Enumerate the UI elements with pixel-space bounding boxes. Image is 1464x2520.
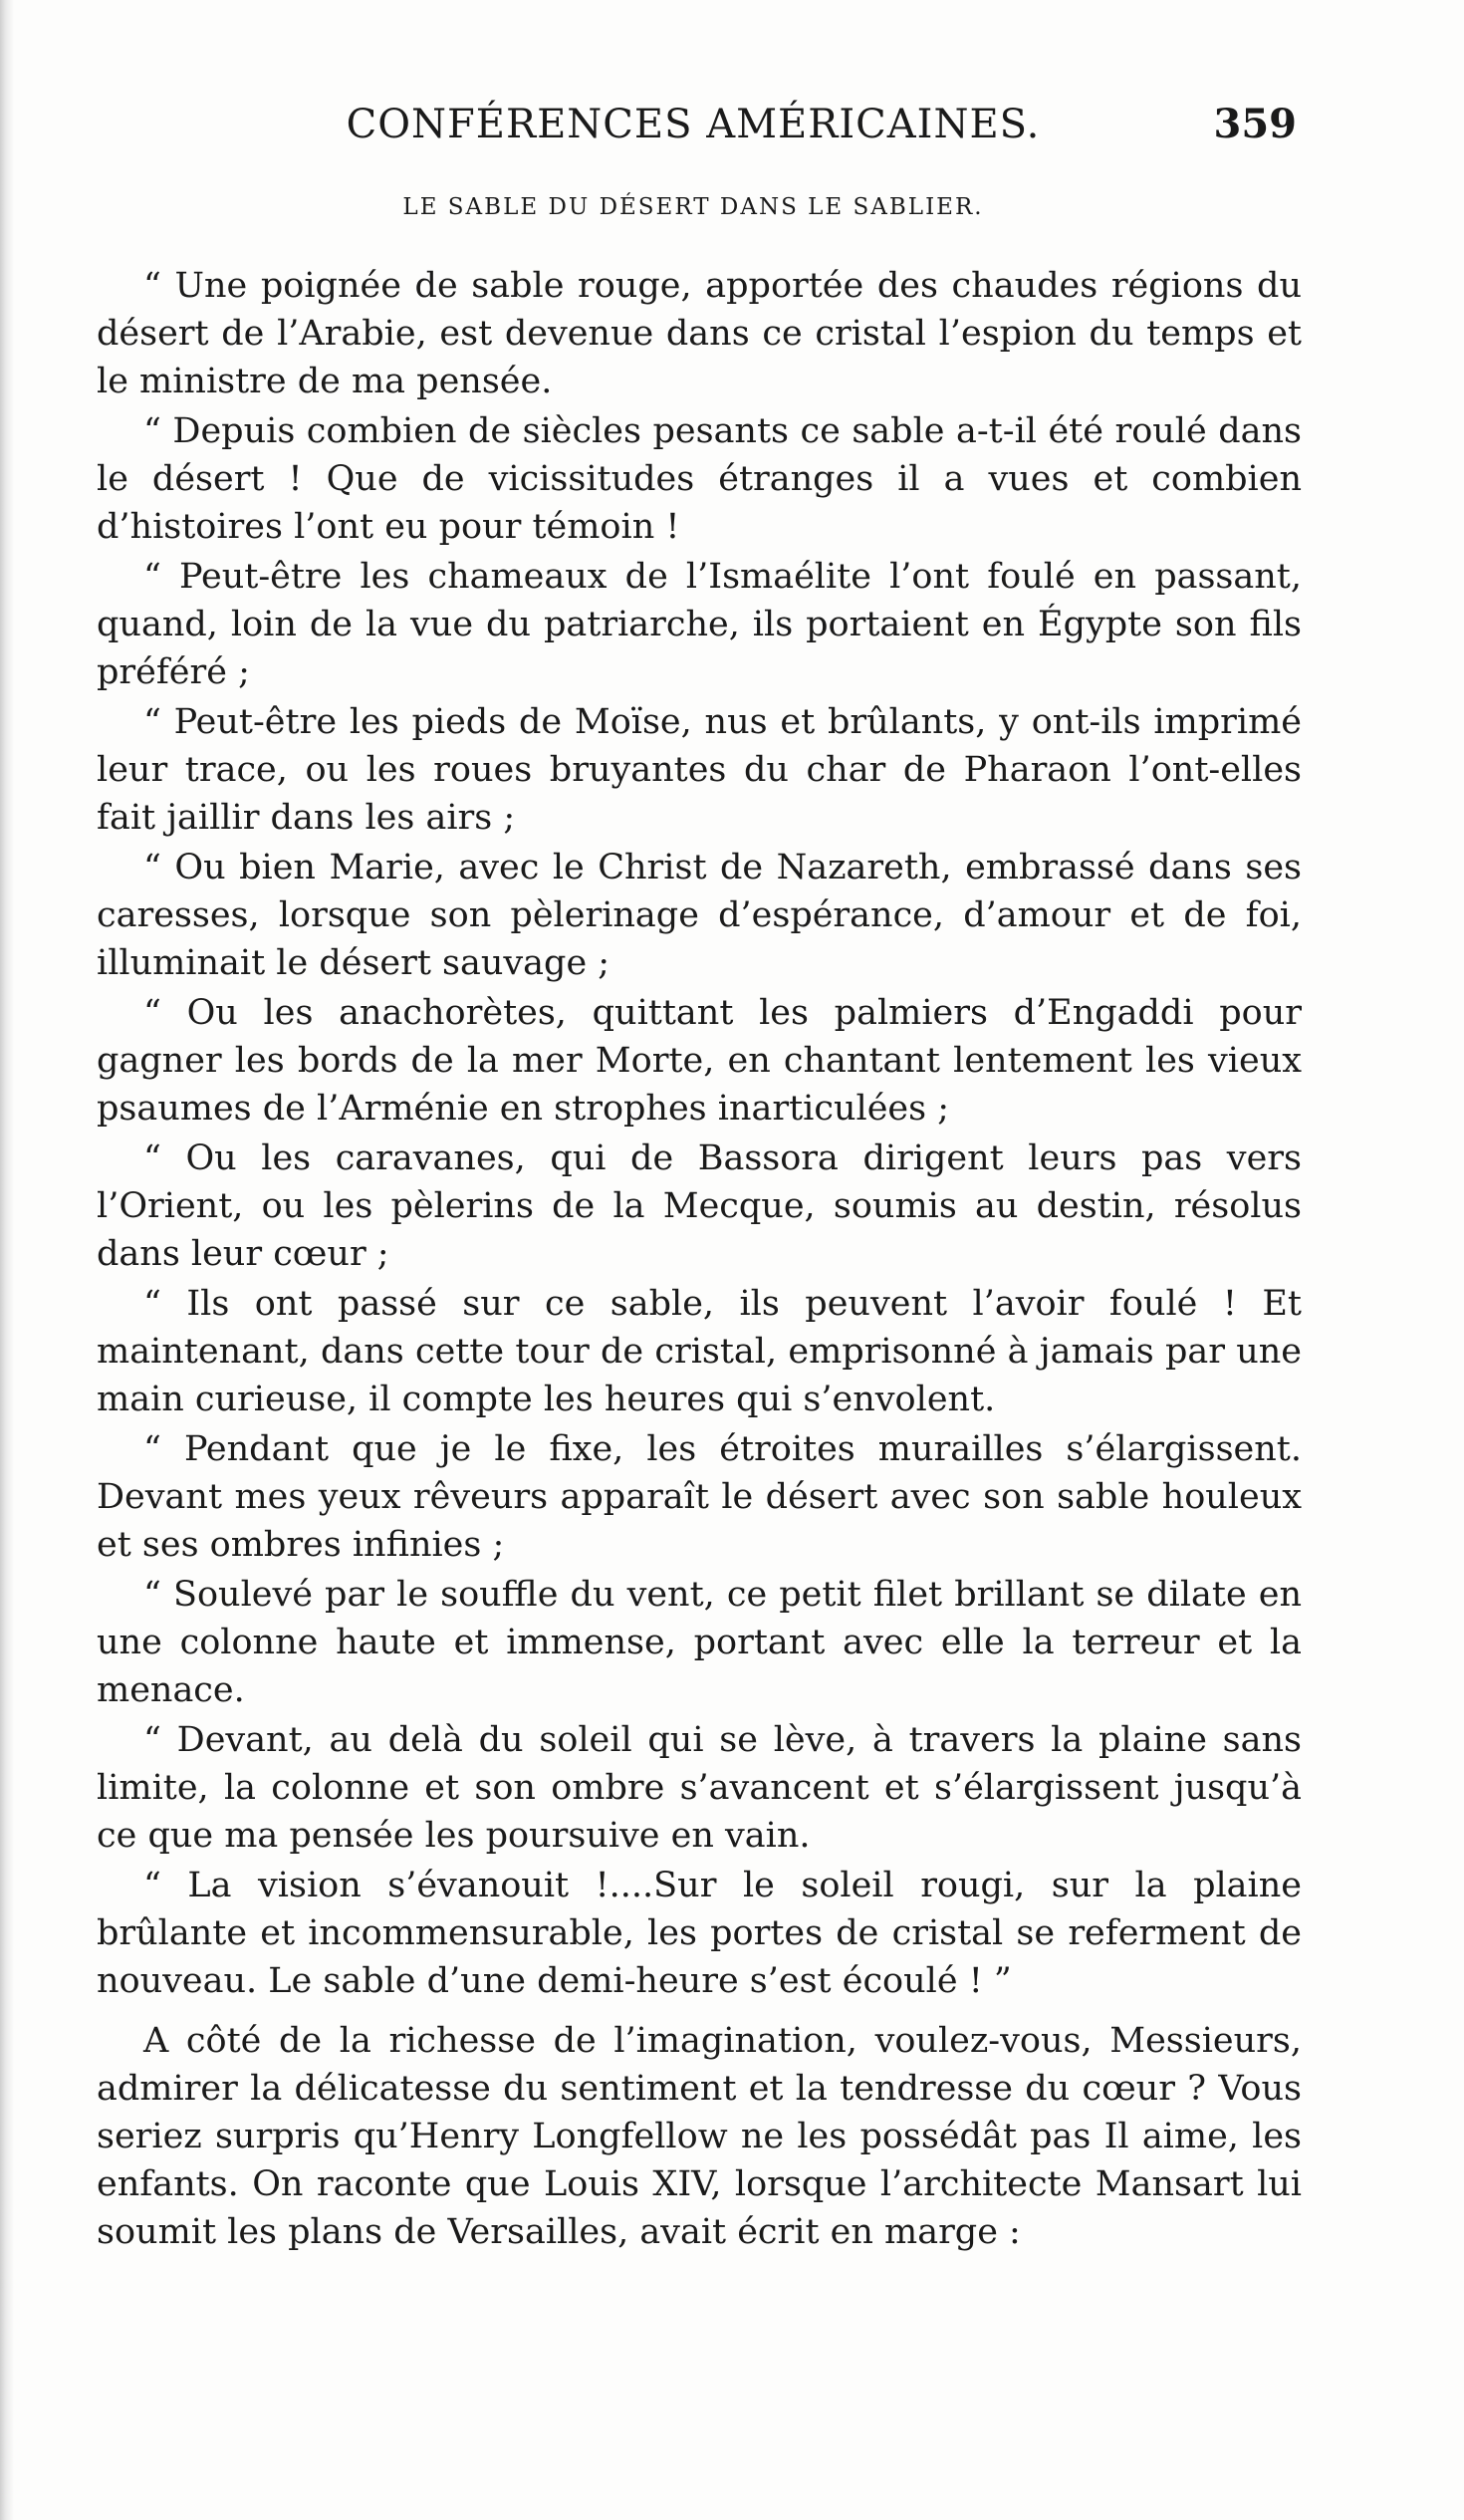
paragraph-12: “ La vision s’évanouit !....Sur le soleil rougi, sur la plaine brûlante et incommensurable, les portes de cristal se referment de nouveau. Le sable d’une demi-heure s’est écoulé ! ”: [97, 1866, 1302, 2001]
paragraph-3: “ Peut-être les chameaux de l’Ismaélite l’ont foulé en passant, quand, loin de la vue du patriarche, ils portaient en Égypte son fils préféré ;: [97, 557, 1302, 692]
paragraph-8: “ Ils ont passé sur ce sable, ils peuvent l’avoir foulé ! Et maintenant, dans cette tour de cristal, emprisonné à jamais par une main curieuse, il compte les heures qui s’envolent.: [97, 1284, 1302, 1419]
section-title: LE SABLE DU DÉSERT DANS LE SABLIER.: [402, 194, 984, 220]
paragraph-11: “ Devant, au delà du soleil qui se lève, à travers la plaine sans limite, la colonne et son ombre s’avancent et s’élargissent jusqu’à ce que ma pensée les poursuive en vain.: [97, 1720, 1302, 1856]
page-binding-edge: [0, 0, 14, 2520]
running-title: CONFÉRENCES AMÉRICAINES.: [346, 102, 1041, 147]
paragraph-10: “ Soulevé par le souffle du vent, ce petit filet brillant se dilate en une colonne haute et immense, portant avec elle la terreur et la menace.: [97, 1575, 1302, 1710]
closing-paragraph: A côté de la richesse de l’imagination, voulez-vous, Messieurs, admirer la délicatesse du sentiment et la tendresse du cœur ? Vous seriez surpris qu’Henry Longfellow ne les possédât pas Il aime, les enfants. On raconte que Louis XIV, lorsque l’architecte Mansart lui soumit les plans de Versailles, avait écrit en marge :: [97, 2021, 1302, 2252]
page-header: [90, 95, 1297, 154]
paragraph-5: “ Ou bien Marie, avec le Christ de Nazareth, embrassé dans ses caresses, lorsque son pèlerinage d’espérance, d’amour et de foi, illuminait le désert sauvage ;: [97, 848, 1302, 983]
page-number: 359: [1213, 101, 1297, 147]
paragraph-1: “ Une poignée de sable rouge, apportée des chaudes régions du désert de l’Arabie, est devenue dans ce cristal l’espion du temps et le ministre de ma pensée.: [97, 266, 1302, 401]
body-text: [97, 262, 1302, 2258]
paragraph-2: “ Depuis combien de siècles pesants ce sable a-t-il été roulé dans le désert ! Que de vicissitudes étranges il a vues et combien d’histoires l’ont eu pour témoin !: [97, 411, 1302, 547]
paragraph-7: “ Ou les caravanes, qui de Bassora dirigent leurs pas vers l’Orient, ou les pèlerins de la Mecque, soumis au destin, résolus dans leur cœur ;: [97, 1138, 1302, 1274]
paragraph-9: “ Pendant que je le fixe, les étroites murailles s’élargissent. Devant mes yeux rêveurs apparaît le désert avec son sable houleux et ses ombres infinies ;: [97, 1429, 1302, 1565]
paragraph-4: “ Peut-être les pieds de Moïse, nus et brûlants, y ont-ils imprimé leur trace, ou les roues bruyantes du char de Pharaon l’ont-elles fait jaillir dans les airs ;: [97, 702, 1302, 838]
paragraph-6: “ Ou les anachorètes, quittant les palmiers d’Engaddi pour gagner les bords de la mer Morte, en chantant lentement les vieux psaumes de l’Arménie en strophes inarticulées ;: [97, 993, 1302, 1129]
